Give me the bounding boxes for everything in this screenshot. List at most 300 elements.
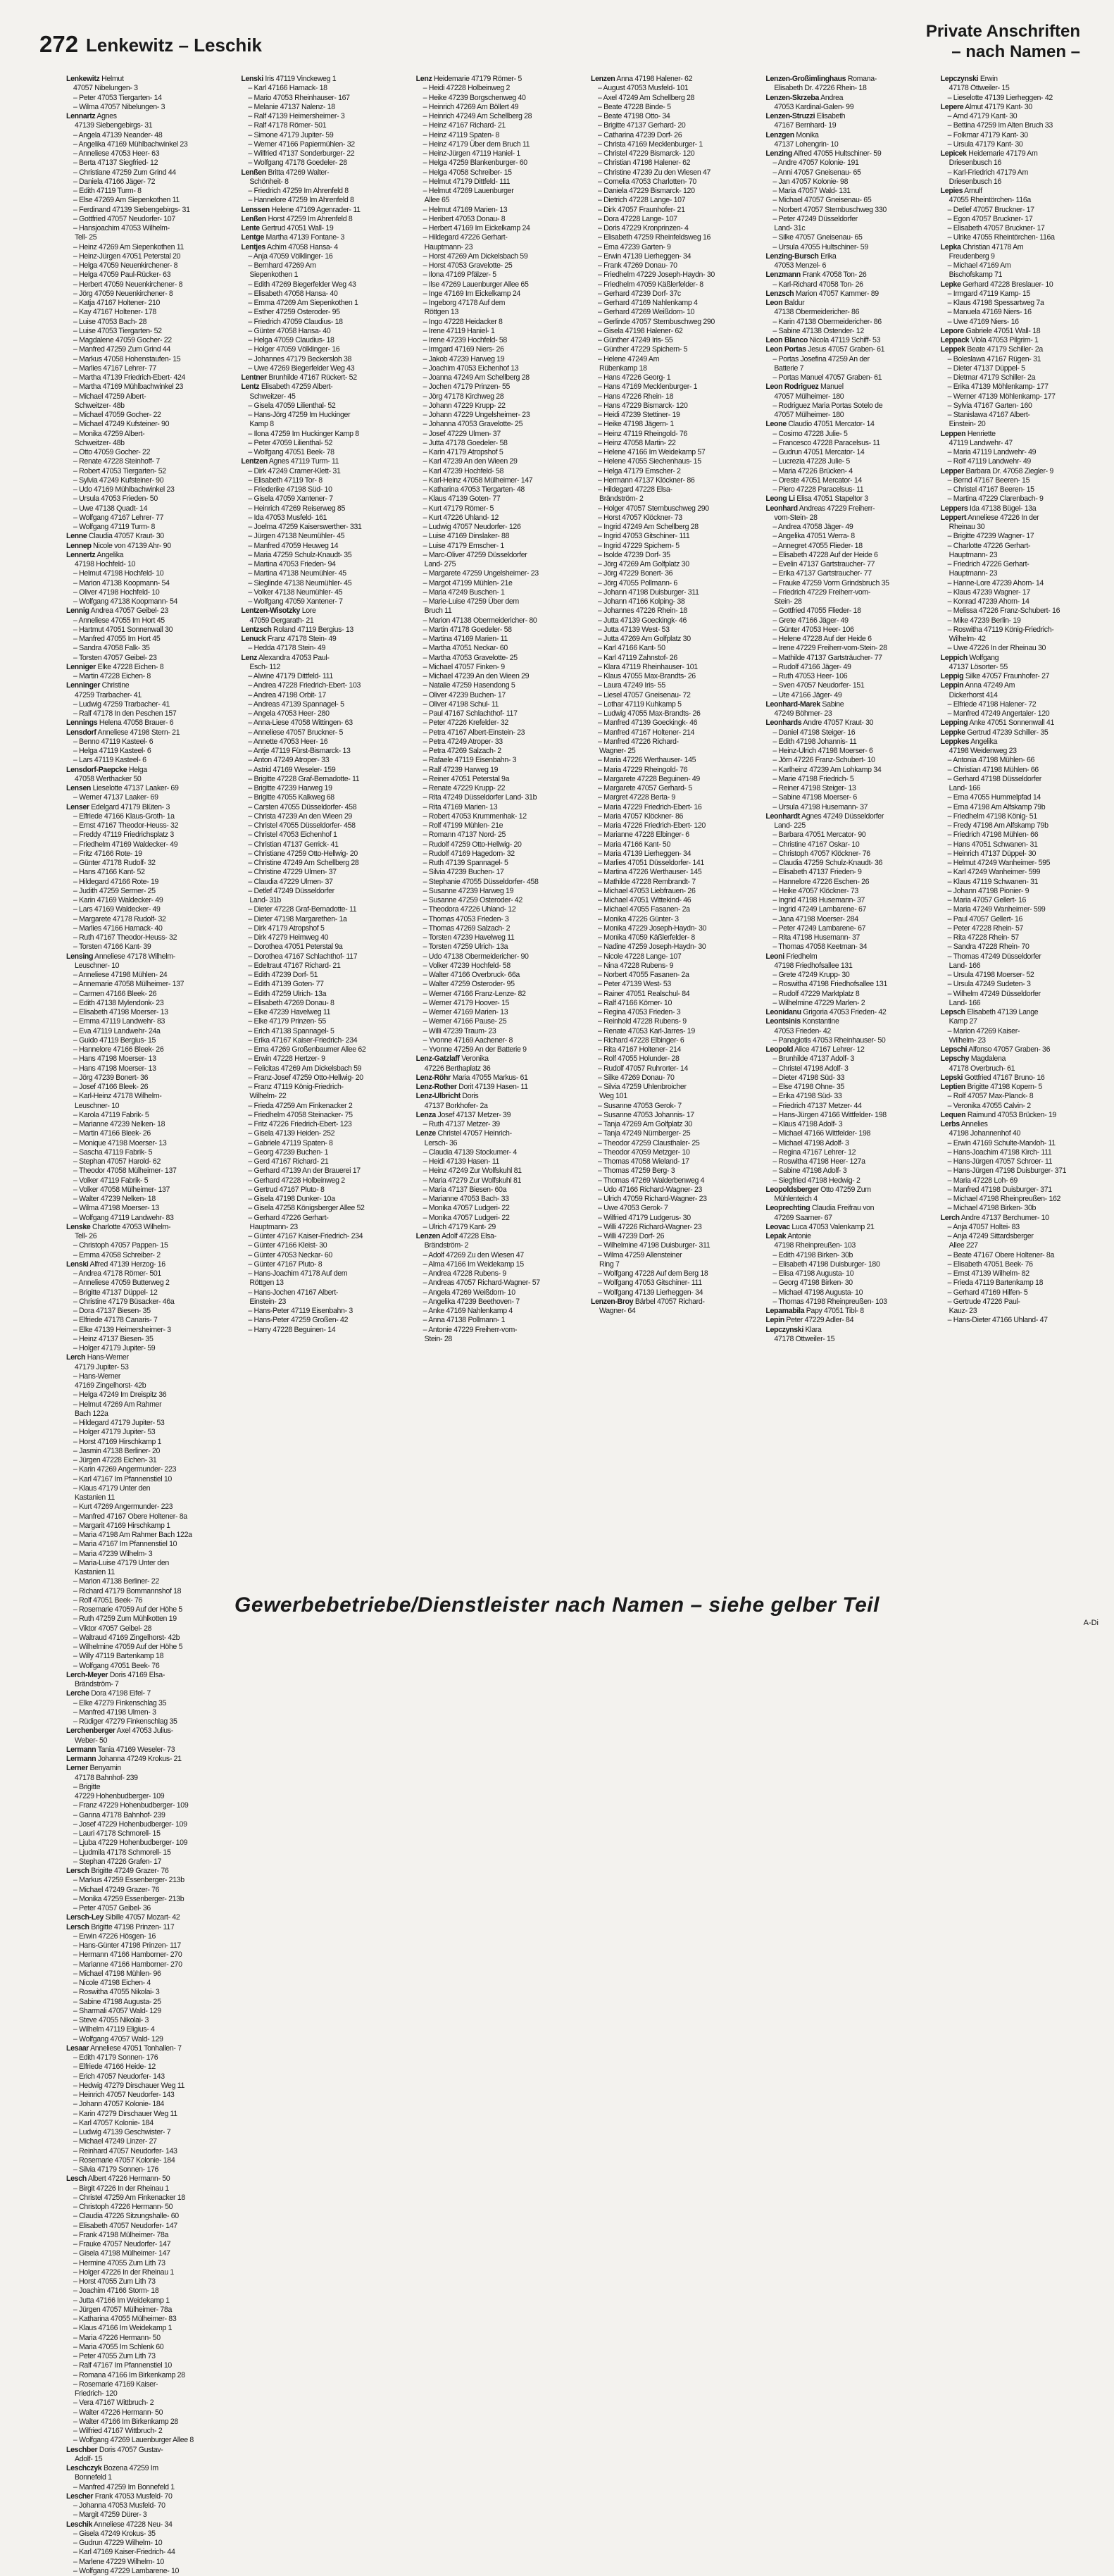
sub-entry: – Maria 47259 Schulz-Knaudt- 35 <box>248 550 352 559</box>
listing-entry <box>765 915 930 924</box>
listing-entry <box>241 1139 406 1148</box>
sub-entry: – Carmen 47166 Bleek- 26 <box>73 989 157 998</box>
sub-entry: – Brunhilde 47137 Adolf- 3 <box>772 1054 855 1064</box>
sub-entry: – Monika 47259 Albert- <box>73 429 145 438</box>
listing-entry <box>591 672 756 681</box>
listing-entry <box>591 691 756 700</box>
listing-entry <box>66 402 231 411</box>
listing-entry <box>941 878 1106 887</box>
entry-detail: Claudia 47057 Kraut- 30 <box>87 532 164 541</box>
listing-entry <box>416 420 581 429</box>
listing-entry <box>765 485 930 494</box>
entry-detail: Andre 47057 Kraut- 30 <box>801 718 874 728</box>
listing-entry <box>941 103 1106 112</box>
sub-entry: – Hanne-Lore 47239 Ahorn- 14 <box>947 578 1044 587</box>
listing-entry <box>66 1970 231 1979</box>
listing-entry <box>765 1008 930 1017</box>
listing-entry <box>66 476 231 485</box>
sub-entry: – Heinz-Jürgen 47119 Haniel- 1 <box>423 149 520 158</box>
entry-detail: Monika <box>794 130 819 139</box>
sub-entry: – Josef 47229 Ulmen- 37 <box>423 429 501 438</box>
sub-entry: – Oliver 47198 Hochfeld- 10 <box>73 587 160 597</box>
entry-detail: Bozena 47259 Im <box>101 2464 158 2472</box>
listing-entry <box>241 718 406 728</box>
sub-entry: – Folkmar 47179 Kant- 30 <box>947 130 1028 139</box>
entry-detail: Frank 47058 Ton- 26 <box>800 270 867 280</box>
sub-entry: – Willy 47119 Bartenkamp 18 <box>73 1652 164 1661</box>
listing-entry <box>416 261 581 270</box>
sub-entry: – Hans-Werner <box>73 1371 121 1381</box>
sub-entry: – Oliver 47198 Schul- 11 <box>423 699 499 709</box>
sub-entry: – Silvia 47259 Uhlenbroicher <box>597 1083 687 1091</box>
sub-entry: – Rainer 47051 Realschul- 84 <box>597 989 690 998</box>
sub-entry: – Herbert 47059 Neuenkirchener- 8 <box>73 280 183 289</box>
sub-entry: – Stanislawa 47167 Albert- <box>947 411 1030 419</box>
entry-detail: Heidemarie 47179 Am <box>966 149 1038 158</box>
listing-entry <box>241 1148 406 1157</box>
sub-entry: – Hartmut 47051 Sonnenwall 30 <box>73 625 173 634</box>
listing-entry <box>765 261 930 270</box>
sub-entry: – Sabine 47198 Moerser- 6 <box>772 793 857 802</box>
entry-detail: Britta 47269 Walter- <box>265 168 330 177</box>
entry-detail: Elisabeth 47259 Albert- <box>259 382 333 392</box>
listing-entry <box>941 1027 1106 1036</box>
entry-detail: Tania 47169 Weseler- 73 <box>96 1745 175 1754</box>
listing-entry <box>66 1232 231 1241</box>
surname: Lenzing-Bursch <box>765 251 819 261</box>
sub-entry: – Christine 47239 Zu den Wiesen 47 <box>597 168 711 177</box>
entry-detail: Antonie <box>786 1232 811 1240</box>
sub-entry: – Ludwig 47057 Neudorfer- 126 <box>423 523 521 531</box>
listing-entry <box>66 1858 231 1867</box>
sub-entry: – Wilfried 47167 Wittbruch- 2 <box>73 2427 163 2435</box>
listing-entry <box>941 793 1106 802</box>
listing-entry <box>941 1083 1106 1092</box>
listing-entry <box>941 654 1106 663</box>
address-continuation: Tell- 25 <box>75 233 97 242</box>
sub-entry: – Hermine 47055 Zum Lith 73 <box>73 2258 165 2267</box>
listing-entry <box>416 756 581 765</box>
listing-entry <box>66 1502 231 1512</box>
listing-entry <box>66 840 231 850</box>
listing-entry <box>941 821 1106 830</box>
listing-entry <box>241 672 406 681</box>
listing-entry <box>416 1269 581 1278</box>
listing-entry <box>591 738 756 747</box>
listing-entry <box>591 1204 756 1213</box>
sub-entry: – Gisela 47198 Dunker- 10a <box>248 1195 335 1203</box>
sub-entry: – Helene 47249 Am <box>597 354 660 363</box>
listing-entry <box>941 485 1106 494</box>
sub-entry: – Ljudmila 47178 Schmorell- 15 <box>73 1848 171 1857</box>
sub-entry: – Ruth 47259 Zum Mühlkotten 19 <box>73 1614 177 1624</box>
sub-entry: – Rita 47249 Düsseldorfer Land- 31b <box>423 793 537 802</box>
listing-entry <box>765 1148 930 1157</box>
address-continuation: 47057 Mülheimer- 180 <box>774 392 844 401</box>
listing-entry <box>241 1260 406 1269</box>
listing-entry <box>765 560 930 569</box>
address-continuation: Leuschner- 10 <box>75 961 120 970</box>
surname: Leone <box>765 420 787 429</box>
sub-entry: – Hans-Peter 47119 Eisenbahn- 3 <box>248 1307 353 1315</box>
entry-detail: Martha 47139 Fontane- 3 <box>263 233 345 242</box>
listing-entry <box>66 206 231 215</box>
listing-entry <box>66 131 231 140</box>
listing-entry <box>416 850 581 859</box>
sub-entry: – Maria 47139 Lierheggen- 34 <box>597 849 691 858</box>
entry-detail: Doris <box>460 1092 479 1101</box>
sub-entry: – Veronika 47055 Calvin- 2 <box>947 1101 1031 1110</box>
listing-entry <box>591 467 756 476</box>
sub-entry: – Hans-Jörg 47259 Im Huckinger <box>248 411 351 419</box>
listing-entry <box>241 635 406 644</box>
sub-entry: – Karin 47279 Dirschauer Weg 11 <box>73 2109 177 2118</box>
listing-entry <box>591 299 756 308</box>
listing-entry <box>765 1307 930 1316</box>
listing-entry <box>765 1195 930 1204</box>
sub-entry: – Karl-Heinz 47178 Wilhelm- <box>73 1092 162 1101</box>
sub-entry: – Hildegard 47226 Gerhart- <box>423 233 508 242</box>
sub-entry: – Jan 47057 Kolonie- 98 <box>772 177 849 186</box>
listing-entry <box>941 94 1106 103</box>
listing-entry <box>941 382 1106 392</box>
listing-entry <box>416 103 581 112</box>
listing-entry <box>66 2203 231 2212</box>
surname: Lersch-Ley <box>66 1913 104 1922</box>
sub-entry: – Thomas 47058 Wieland- 17 <box>597 1157 689 1166</box>
listing-entry <box>66 2156 231 2165</box>
listing-entry <box>66 2016 231 2025</box>
listing-entry <box>66 1559 231 1568</box>
listing-entry <box>241 532 406 541</box>
sub-entry: – Angela 47269 Weißdorn- 10 <box>423 1288 515 1297</box>
sub-entry: – Marianne 47166 Hamborner- 270 <box>73 1960 182 1969</box>
sub-entry: – Jörg 47229 Bonert- 36 <box>597 569 673 578</box>
sub-entry: – Monika 47059 Käßlerfelder- 8 <box>597 933 695 942</box>
sub-entry: – Anneliese 47055 Im Hort 45 <box>73 616 165 625</box>
listing-entry <box>591 896 756 905</box>
listing-entry <box>941 112 1106 121</box>
surname: Leon Portas <box>765 345 806 354</box>
listing-entry <box>416 1335 581 1344</box>
listing-entry <box>765 1074 930 1083</box>
listing-entry <box>765 318 930 327</box>
listing-entry <box>66 756 231 765</box>
listing-entry <box>66 1689 231 1698</box>
listing-entry <box>416 382 581 392</box>
listing-entry <box>241 1102 406 1111</box>
listing-entry <box>241 467 406 476</box>
sub-entry: – Gerhard 47239 Dorf- 37c <box>597 289 681 298</box>
sub-entry: – Sharmali 47057 Wald- 129 <box>73 2006 161 2015</box>
surname: Lenne <box>66 532 87 541</box>
sub-entry: – Heidi 47239 Stettiner- 19 <box>597 411 680 419</box>
listing-entry <box>591 1027 756 1036</box>
listing-entry <box>765 756 930 765</box>
sub-entry: – Manfred 47198 Ulmen- 3 <box>73 1707 156 1717</box>
listing-entry <box>66 1064 231 1074</box>
listing-entry <box>66 663 231 672</box>
sub-entry: – Dora 47137 Biesen- 35 <box>73 1307 151 1315</box>
sub-entry: – Sieglinde 47138 Neumühler- 45 <box>248 578 352 587</box>
listing-entry <box>591 1036 756 1045</box>
sub-entry: – Walter 47166 Overbruck- 66a <box>423 971 520 979</box>
listing-entry <box>241 1223 406 1232</box>
sub-entry: – Walter 47166 Im Birkenkamp 28 <box>73 2417 178 2426</box>
sub-entry: – Werner 47166 Pause- 25 <box>423 1017 507 1026</box>
address-continuation: Röttgen 13 <box>249 1278 284 1288</box>
sub-entry: – Marie-Luise 47259 Über dem <box>423 597 519 606</box>
listing-entry <box>941 971 1106 980</box>
listing-entry <box>66 187 231 196</box>
sub-entry: – Wolfgang 47139 Lierheggen- 34 <box>597 1288 703 1297</box>
sub-entry: – Erika 47139 Möhlenkamp- 177 <box>947 382 1049 392</box>
sub-entry: – Anja 47057 Holtei- 83 <box>947 1222 1020 1231</box>
sub-entry: – Emma 47058 Schreiber- 2 <box>73 1250 161 1259</box>
sub-entry: – Elisabeth 47269 Donau- 8 <box>248 998 334 1007</box>
listing-entry <box>241 597 406 606</box>
listing-entry <box>591 606 756 616</box>
listing-entry <box>591 681 756 690</box>
sub-entry: – Klaus 47198 Adolf- 3 <box>772 1120 843 1128</box>
listing-entry <box>66 1811 231 1820</box>
address-continuation: 47178 Overbruch- 61 <box>949 1064 1015 1073</box>
listing-entry <box>591 261 756 270</box>
listing-entry <box>66 1783 231 1792</box>
listing-entry <box>941 859 1106 868</box>
listing-entry <box>66 2035 231 2044</box>
sub-entry: – Maria 47137 Biesen- 60a <box>423 1185 507 1194</box>
entry-detail: Frank 47053 Musfeld- 70 <box>93 2491 173 2501</box>
listing-entry <box>416 793 581 802</box>
sub-entry: – Theodor 47259 Clausthaler- 25 <box>597 1138 700 1147</box>
sub-entry: – Gertrude 47226 Paul- <box>947 1297 1020 1306</box>
listing-entry <box>66 2259 231 2268</box>
listing-entry <box>941 1129 1106 1138</box>
listing-entry <box>765 700 930 709</box>
listing-entry <box>416 812 581 821</box>
sub-entry: – Margarete 47228 Beguinen- 49 <box>597 774 700 783</box>
listing-entry <box>66 2128 231 2137</box>
sub-entry: – Emma 47119 Landwehr- 83 <box>73 1017 165 1026</box>
listing-entry <box>765 887 930 896</box>
sub-entry: – Nina 47228 Rubens- 9 <box>597 961 674 970</box>
entry-detail: Peter 47229 Adler- 84 <box>784 1316 854 1325</box>
sub-entry: – Robert 47053 Krummenhak- 12 <box>423 811 527 821</box>
sub-entry: – Uwe 47169 Niers- 16 <box>947 317 1019 326</box>
listing-entry <box>66 747 231 756</box>
listing-entry <box>416 364 581 373</box>
listing-entry <box>241 681 406 690</box>
sub-entry: – Petra 47249 Atroper- 33 <box>423 737 503 746</box>
sub-entry: – Ursula 47053 Frieden- 50 <box>73 494 158 504</box>
surname: Lepicek <box>940 149 967 158</box>
listing-entry <box>765 140 930 149</box>
sub-entry: – Willi 47239 Dorf- 26 <box>597 1232 665 1240</box>
listing-entry <box>66 439 231 448</box>
listing-entry <box>66 1755 231 1764</box>
sub-entry: – Sylvia 47249 Kufsteiner- 90 <box>73 475 164 485</box>
sub-entry: – Christa 47169 Mecklenburger- 1 <box>597 139 703 149</box>
listing-entry <box>66 1932 231 1941</box>
listing-entry <box>765 494 930 504</box>
listing-entry <box>66 1717 231 1726</box>
listing-entry <box>66 2053 231 2062</box>
surname: Leonhards <box>765 718 802 728</box>
sub-entry: – Liesel 47057 Gneisenau- 72 <box>597 690 691 699</box>
sub-entry: – Elke 47139 Heimersheimer- 3 <box>73 1325 171 1334</box>
listing-entry <box>416 1214 581 1223</box>
listing-entry <box>416 178 581 187</box>
sub-entry: – Erna 47055 Hummelpfad 14 <box>947 793 1041 802</box>
listing-entry <box>416 635 581 644</box>
sub-entry: – Helga 47059 Claudius- 18 <box>248 336 334 344</box>
sub-entry: – Willi 47226 Richard-Wagner- 23 <box>597 1222 702 1231</box>
listing-entry <box>765 784 930 793</box>
address-continuation: vom-Stein- 28 <box>774 513 818 522</box>
sub-entry: – Holger 47059 Völklinger- 16 <box>248 345 340 354</box>
listing-entry <box>591 430 756 439</box>
listing-entry <box>241 158 406 168</box>
sub-entry: – Edith 47259 Ulrich- 13a <box>248 989 327 998</box>
listing-entry <box>66 1316 231 1325</box>
sub-entry: – Michael 47198 Rheinpreußen- 162 <box>947 1195 1061 1203</box>
sub-entry: – Horst 47053 Gravelotte- 25 <box>423 261 513 270</box>
listing-entry <box>66 691 231 700</box>
listing-entry <box>591 1045 756 1054</box>
entry-detail: Lore <box>300 606 316 616</box>
listing-entry <box>416 457 581 466</box>
listing-entry <box>416 859 581 868</box>
listing-entry <box>765 196 930 205</box>
sub-entry: – Christel 47167 Beeren- 15 <box>947 485 1034 494</box>
listing-entry <box>241 1241 406 1250</box>
surname: Lenz <box>415 75 432 83</box>
entry-detail: Horst 47259 Im Ahrenfeld 8 <box>265 214 353 223</box>
sub-entry: – Michael 47169 Am <box>947 261 1011 270</box>
listing-entry <box>765 1017 930 1026</box>
sub-entry: – Joelma 47259 Kaiserswerther- 331 <box>248 523 362 531</box>
sub-entry: – Heinz 47137 Biesen- 35 <box>73 1334 154 1343</box>
surname: Lenzen <box>415 1232 441 1240</box>
listing-entry <box>765 793 930 802</box>
listing-entry <box>241 1326 406 1335</box>
address-continuation: Wilhelm- 22 <box>249 1092 287 1101</box>
listing-entry <box>765 467 930 476</box>
listing-entry <box>765 933 930 942</box>
entry-detail: Helene 47169 Agenrader- 11 <box>269 205 361 214</box>
sub-entry: – Horst 47055 Zum Lith 73 <box>73 2277 156 2286</box>
listing-entry <box>66 2194 231 2203</box>
sub-entry: – Renate 47228 Steinhoff- 7 <box>73 457 160 466</box>
sub-entry: – Astrid 47169 Weseler- 159 <box>248 765 336 774</box>
sub-entry: – Hans-Jochen 47167 Albert- <box>248 1288 339 1297</box>
listing-entry <box>765 336 930 345</box>
sub-entry: – Friedrich 47226 Gerhart- <box>947 560 1029 568</box>
sub-entry: – Jutta 47166 Im Weidekamp 1 <box>73 2296 170 2305</box>
listing-entry <box>66 392 231 402</box>
listing-entry <box>941 756 1106 765</box>
listing-entry <box>66 494 231 504</box>
listing-entry <box>941 980 1106 989</box>
sub-entry: – Michael 47057 Gneisenau- 65 <box>772 196 872 205</box>
surname: Lentzen <box>241 457 268 466</box>
sub-entry: – Yvonne 47259 An der Batterie 9 <box>423 1045 527 1054</box>
entry-detail: Claudia Freifrau von <box>810 1204 875 1213</box>
listing-entry <box>66 2501 231 2510</box>
sub-entry: – Rudolf 47057 Ruhrorter- 14 <box>597 1064 688 1073</box>
listing-entry <box>66 233 231 242</box>
sub-entry: – Klaus 47198 Spessartweg 7a <box>947 299 1044 307</box>
sub-entry: – Dirk 47249 Cramer-Klett- 31 <box>248 466 341 475</box>
sub-entry: – Heinrich 47269 Am Böllert 49 <box>423 102 519 111</box>
listing-entry <box>416 1288 581 1298</box>
listing-entry <box>66 971 231 980</box>
sub-entry: – Torsten 47259 Ulrich- 13a <box>423 942 508 952</box>
surname: Lepka <box>940 242 961 251</box>
listing-entry <box>765 999 930 1008</box>
listing-entry <box>66 1726 231 1736</box>
entry-detail: Silke 47057 Fraunhofer- 27 <box>963 672 1050 680</box>
listing-entry <box>765 103 930 112</box>
listing-entry <box>416 121 581 130</box>
listing-entry <box>416 318 581 327</box>
listing-entry <box>591 551 756 560</box>
listing-entry <box>941 569 1106 578</box>
listing-entry <box>941 840 1106 850</box>
listing-entry <box>66 280 231 290</box>
surname: Leschber <box>66 2445 98 2454</box>
listing-entry <box>591 962 756 971</box>
address-continuation: Batterie 7 <box>774 363 804 373</box>
address-continuation: Schweitzer- 45 <box>249 392 296 401</box>
listing-entry <box>241 830 406 840</box>
sub-entry: – Christa 47239 An den Wieen 29 <box>248 811 352 821</box>
listing-entry <box>66 270 231 280</box>
listing-entry <box>765 878 930 887</box>
sub-entry: – Annegret 47055 Flieder- 18 <box>772 541 863 550</box>
entry-detail: Anna 47249 Am <box>963 681 1015 690</box>
listing-entry <box>591 878 756 887</box>
sub-entry: – Hans-Dieter 47166 Uhland- 47 <box>947 1316 1048 1325</box>
listing-entry <box>66 1876 231 1885</box>
sub-entry: – Thomas 47198 Rheinpreußen- 103 <box>772 1297 887 1306</box>
sub-entry: – Jutta 47139 Goeckingk- 46 <box>597 616 687 625</box>
sub-entry: – Maria 47229 Friedrich-Ebert- 16 <box>597 802 702 811</box>
sub-entry: – Udo 47138 Obermeidericher- 90 <box>423 952 529 961</box>
listing-entry <box>765 327 930 336</box>
sub-entry: – Rolf 47199 Mühlen- 21e <box>423 821 503 830</box>
sub-entry: – Edith 47239 Dorf- 51 <box>248 971 318 979</box>
sub-entry: – Hannelore 47226 Eschen- 26 <box>772 877 870 886</box>
listing-entry <box>416 224 581 233</box>
sub-entry: – Uwe 47269 Biegerfelder Weg 43 <box>248 363 355 373</box>
surname: Leong Li <box>765 494 795 504</box>
listing-entry <box>765 551 930 560</box>
listing-entry <box>765 942 930 952</box>
sub-entry: – Karl 47166 Harnack- 18 <box>248 84 327 93</box>
listing-entry <box>416 1166 581 1176</box>
address-continuation: Hauptmann- 23 <box>424 242 473 251</box>
listing-entry <box>66 1736 231 1746</box>
listing-entry <box>941 635 1106 644</box>
listing-entry <box>66 2334 231 2343</box>
sub-entry: – Elke 47179 Prinzen- 55 <box>248 1017 326 1026</box>
listing-entry <box>941 457 1106 466</box>
listing-entry <box>66 2165 231 2174</box>
listing-entry <box>66 2240 231 2249</box>
listing-entry <box>66 1634 231 1643</box>
